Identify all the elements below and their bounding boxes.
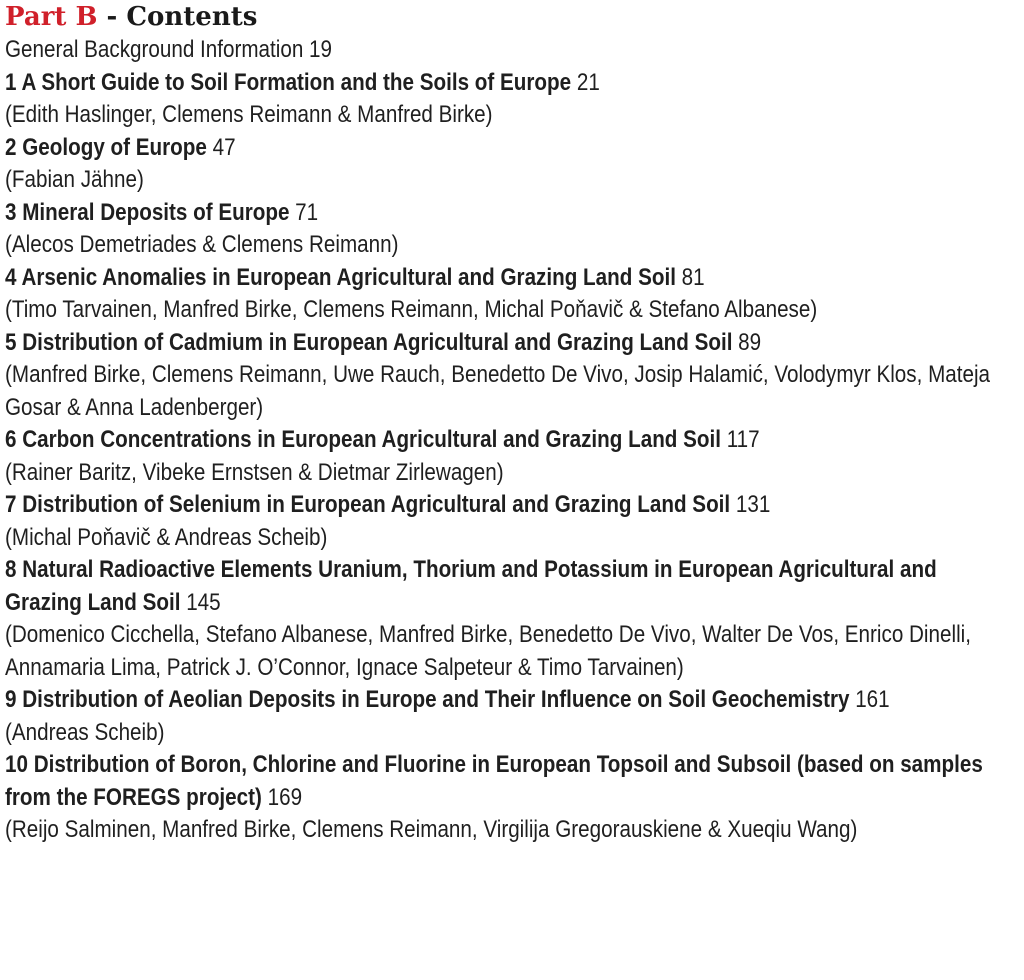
entry-authors: (Rainer Baritz, Vibeke Ernstsen & Dietmar Zirlewagen) xyxy=(5,458,504,486)
entry-title: Distribution of Cadmium in European Agricultural and Grazing Land Soil xyxy=(22,328,733,356)
toc-entry xyxy=(5,197,1003,262)
entry-number: 4 xyxy=(5,263,17,291)
entry-page: 131 xyxy=(735,491,771,518)
entry-title-line xyxy=(5,749,1003,814)
entry-page: 81 xyxy=(681,263,705,291)
toc-entry xyxy=(5,327,1003,425)
entry-page: 21 xyxy=(576,68,600,96)
toc-entry xyxy=(5,424,1003,489)
entry-title: Natural Radioactive Elements Uranium, Thorium and Potassium in European Agricultural and Grazing Land Soil xyxy=(5,556,937,616)
toc-entry xyxy=(5,489,1003,554)
entry-number: 5 xyxy=(5,328,17,356)
entry-title: Mineral Deposits of Europe xyxy=(22,198,290,226)
contents-page xyxy=(5,0,1015,847)
entry-page: 89 xyxy=(738,328,762,356)
entry-number: 3 xyxy=(5,198,17,226)
entry-authors: (Domenico Cicchella, Stefano Albanese, Manfred Birke, Benedetto De Vivo, Walter De Vos, Enrico Dinelli, Annamaria Lima, Patrick J. O’Connor, Ignace Salpeteur & Timo Tarvainen) xyxy=(5,621,971,681)
entry-title: Distribution of Selenium in European Agricultural and Grazing Land Soil xyxy=(22,491,731,518)
entry-authors: (Alecos Demetriades & Clemens Reimann) xyxy=(5,231,399,258)
entry-title: General Background Information xyxy=(5,36,304,63)
contents-label: - Contents xyxy=(97,2,258,32)
table-of-contents xyxy=(5,34,1003,847)
entry-page: 145 xyxy=(186,588,221,616)
entry-authors: (Timo Tarvainen, Manfred Birke, Clemens Reimann, Michal Poňavič & Stefano Albanese) xyxy=(5,296,818,323)
entry-title-line xyxy=(5,684,1003,717)
entry-title-line xyxy=(5,554,1003,619)
entry-number: 2 xyxy=(5,133,17,161)
entry-title-line xyxy=(5,34,1003,67)
entry-title-line xyxy=(5,424,1003,457)
entry-title: Arsenic Anomalies in European Agricultural and Grazing Land Soil xyxy=(21,263,676,291)
entry-title-line xyxy=(5,327,1003,360)
entry-title-line xyxy=(5,489,1003,522)
entry-title-line xyxy=(5,67,1003,100)
entry-authors: (Andreas Scheib) xyxy=(5,718,165,746)
entry-number: 9 xyxy=(5,686,17,713)
entry-page: 19 xyxy=(309,36,333,63)
toc-entry xyxy=(5,554,1003,684)
entry-authors: (Michal Poňavič & Andreas Scheib) xyxy=(5,523,328,551)
toc-entry xyxy=(5,684,1003,749)
entry-title: Distribution of Boron, Chlorine and Fluorine in European Topsoil and Subsoil (based on samples from the FOREGS project) xyxy=(5,751,983,811)
toc-entry xyxy=(5,262,1003,327)
entry-authors: (Manfred Birke, Clemens Reimann, Uwe Rauch, Benedetto De Vivo, Josip Halamić, Volodymyr Klos, Mateja Gosar & Anna Ladenberger) xyxy=(5,361,991,421)
entry-title-line xyxy=(5,132,1003,165)
toc-entry xyxy=(5,67,1003,132)
entry-title: A Short Guide to Soil Formation and the Soils of Europe xyxy=(21,68,572,96)
entry-authors: (Reijo Salminen, Manfred Birke, Clemens Reimann, Virgilija Gregorauskiene & Xueqiu Wang) xyxy=(5,816,858,843)
entry-authors: (Edith Haslinger, Clemens Reimann & Manfred Birke) xyxy=(5,101,493,128)
page-title xyxy=(5,0,1015,34)
entry-title: Carbon Concentrations in European Agricultural and Grazing Land Soil xyxy=(22,426,721,453)
entry-title: Distribution of Aeolian Deposits in Europe and Their Influence on Soil Geochemistry xyxy=(22,686,850,713)
entry-number: 8 xyxy=(5,556,17,583)
entry-page: 117 xyxy=(726,426,760,453)
entry-title-line xyxy=(5,197,1003,230)
toc-entry xyxy=(5,132,1003,197)
entry-page: 161 xyxy=(855,686,890,713)
entry-title-line xyxy=(5,262,1003,295)
entry-number: 7 xyxy=(5,491,17,518)
entry-title: Geology of Europe xyxy=(22,133,207,161)
entry-authors: (Fabian Jähne) xyxy=(5,166,144,193)
entry-number: 10 xyxy=(5,751,28,778)
entry-number: 1 xyxy=(5,68,17,96)
entry-page: 71 xyxy=(295,198,319,226)
entry-number: 6 xyxy=(5,426,17,453)
entry-page: 47 xyxy=(212,133,236,161)
part-label: Part B xyxy=(5,2,98,32)
entry-page: 169 xyxy=(267,783,303,811)
toc-entry xyxy=(5,34,1003,67)
toc-entry xyxy=(5,749,1003,847)
